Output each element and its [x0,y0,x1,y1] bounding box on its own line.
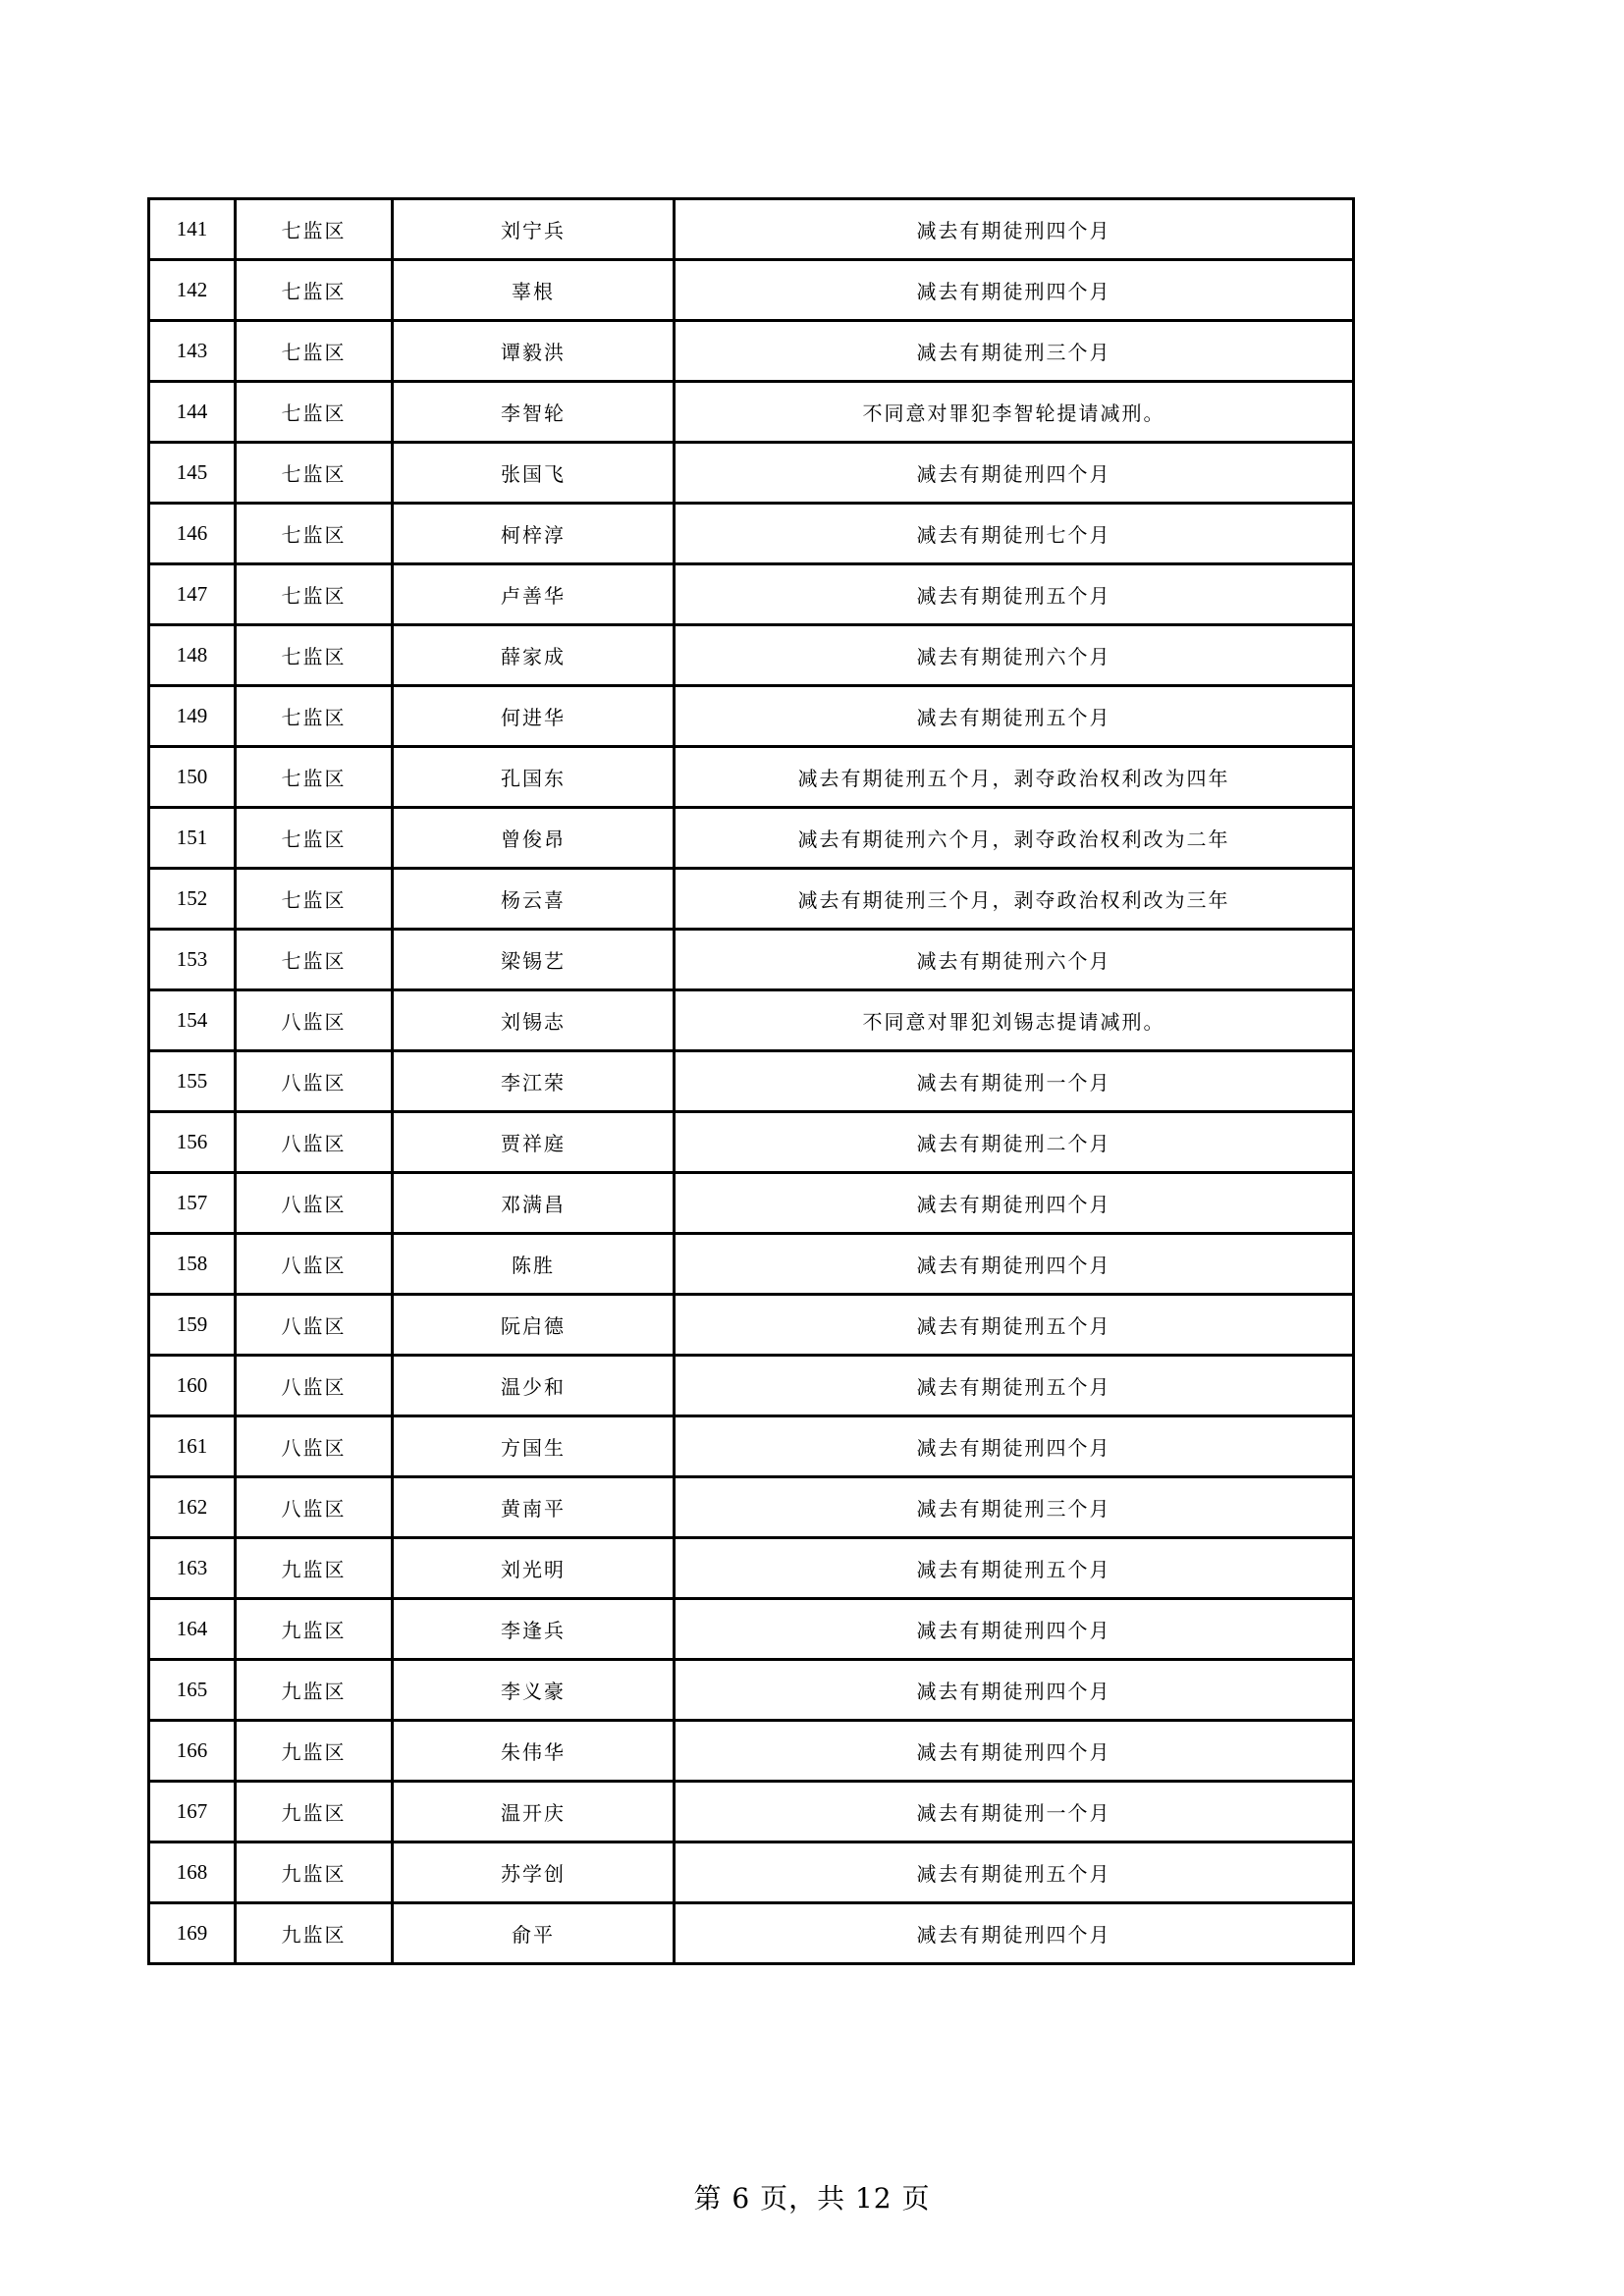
row-number-cell: 160 [149,1356,236,1416]
inmate-name-cell: 李江荣 [393,1051,675,1112]
prison-district-cell: 八监区 [236,1295,393,1356]
ruling-result-cell: 减去有期徒刑六个月 [675,625,1354,686]
inmate-name-cell: 孔国东 [393,747,675,808]
row-number-cell: 161 [149,1416,236,1477]
prison-district-cell: 八监区 [236,1112,393,1173]
table-body [149,199,1354,1964]
row-number-cell: 146 [149,504,236,564]
prison-district-cell: 九监区 [236,1538,393,1599]
table-row [149,869,1354,930]
table-row [149,1599,1354,1660]
table-row [149,1660,1354,1721]
table-row [149,564,1354,625]
ruling-result-cell: 不同意对罪犯刘锡志提请减刑。 [675,990,1354,1051]
ruling-result-cell: 减去有期徒刑七个月 [675,504,1354,564]
table-row [149,260,1354,321]
inmate-name-cell: 邓满昌 [393,1173,675,1234]
ruling-result-cell: 减去有期徒刑五个月 [675,686,1354,747]
ruling-result-cell: 减去有期徒刑四个月 [675,260,1354,321]
inmate-name-cell: 阮启德 [393,1295,675,1356]
inmate-name-cell: 何进华 [393,686,675,747]
prison-district-cell: 七监区 [236,808,393,869]
table-row [149,1538,1354,1599]
row-number-cell: 165 [149,1660,236,1721]
inmate-name-cell: 李义豪 [393,1660,675,1721]
page-number-footer: 第 6 页，共 12 页 [693,2182,931,2215]
ruling-result-cell: 减去有期徒刑六个月 [675,930,1354,990]
inmate-name-cell: 卢善华 [393,564,675,625]
prison-district-cell: 八监区 [236,990,393,1051]
row-number-cell: 159 [149,1295,236,1356]
prison-district-cell: 七监区 [236,869,393,930]
inmate-name-cell: 俞平 [393,1903,675,1964]
table-row [149,1477,1354,1538]
ruling-result-cell: 减去有期徒刑五个月 [675,1295,1354,1356]
table-row [149,1295,1354,1356]
inmate-name-cell: 刘宁兵 [393,199,675,260]
inmate-name-cell: 李逢兵 [393,1599,675,1660]
prison-district-cell: 八监区 [236,1416,393,1477]
ruling-result-cell: 减去有期徒刑五个月，剥夺政治权利改为四年 [675,747,1354,808]
inmate-name-cell: 张国飞 [393,443,675,504]
row-number-cell: 168 [149,1842,236,1903]
table-row [149,504,1354,564]
table-row [149,1173,1354,1234]
prison-district-cell: 八监区 [236,1356,393,1416]
row-number-cell: 162 [149,1477,236,1538]
inmate-name-cell: 苏学创 [393,1842,675,1903]
table-row [149,1112,1354,1173]
inmate-name-cell: 梁锡艺 [393,930,675,990]
table-row [149,321,1354,382]
prison-district-cell: 七监区 [236,443,393,504]
inmate-name-cell: 曾俊昂 [393,808,675,869]
prison-district-cell: 九监区 [236,1903,393,1964]
prison-district-cell: 七监区 [236,504,393,564]
ruling-result-cell: 不同意对罪犯李智轮提请减刑。 [675,382,1354,443]
row-number-cell: 167 [149,1782,236,1842]
row-number-cell: 149 [149,686,236,747]
row-number-cell: 157 [149,1173,236,1234]
table-row [149,930,1354,990]
inmate-name-cell: 李智轮 [393,382,675,443]
row-number-cell: 152 [149,869,236,930]
table-row [149,1416,1354,1477]
table-row [149,443,1354,504]
prison-district-cell: 七监区 [236,382,393,443]
ruling-result-cell: 减去有期徒刑三个月 [675,1477,1354,1538]
row-number-cell: 164 [149,1599,236,1660]
ruling-result-cell: 减去有期徒刑三个月，剥夺政治权利改为三年 [675,869,1354,930]
ruling-result-cell: 减去有期徒刑四个月 [675,443,1354,504]
ruling-result-cell: 减去有期徒刑四个月 [675,199,1354,260]
ruling-result-cell: 减去有期徒刑四个月 [675,1416,1354,1477]
ruling-result-cell: 减去有期徒刑二个月 [675,1112,1354,1173]
inmate-name-cell: 杨云喜 [393,869,675,930]
sentence-reduction-table [147,197,1355,1965]
row-number-cell: 142 [149,260,236,321]
table-row [149,1903,1354,1964]
row-number-cell: 147 [149,564,236,625]
prison-district-cell: 七监区 [236,930,393,990]
prison-district-cell: 七监区 [236,686,393,747]
table-row [149,1782,1354,1842]
row-number-cell: 169 [149,1903,236,1964]
inmate-name-cell: 朱伟华 [393,1721,675,1782]
prison-district-cell: 七监区 [236,199,393,260]
prison-district-cell: 九监区 [236,1782,393,1842]
row-number-cell: 145 [149,443,236,504]
ruling-result-cell: 减去有期徒刑四个月 [675,1721,1354,1782]
prison-district-cell: 七监区 [236,321,393,382]
prison-district-cell: 九监区 [236,1842,393,1903]
sentence-reduction-table-container [147,197,1355,1965]
prison-district-cell: 八监区 [236,1173,393,1234]
table-row [149,625,1354,686]
table-row [149,1721,1354,1782]
ruling-result-cell: 减去有期徒刑五个月 [675,1538,1354,1599]
ruling-result-cell: 减去有期徒刑四个月 [675,1173,1354,1234]
ruling-result-cell: 减去有期徒刑三个月 [675,321,1354,382]
ruling-result-cell: 减去有期徒刑四个月 [675,1599,1354,1660]
prison-district-cell: 七监区 [236,564,393,625]
prison-district-cell: 七监区 [236,260,393,321]
row-number-cell: 144 [149,382,236,443]
table-row [149,1356,1354,1416]
row-number-cell: 151 [149,808,236,869]
row-number-cell: 166 [149,1721,236,1782]
row-number-cell: 153 [149,930,236,990]
ruling-result-cell: 减去有期徒刑四个月 [675,1903,1354,1964]
ruling-result-cell: 减去有期徒刑一个月 [675,1782,1354,1842]
prison-district-cell: 七监区 [236,625,393,686]
row-number-cell: 163 [149,1538,236,1599]
row-number-cell: 156 [149,1112,236,1173]
prison-district-cell: 八监区 [236,1234,393,1295]
ruling-result-cell: 减去有期徒刑五个月 [675,1356,1354,1416]
ruling-result-cell: 减去有期徒刑四个月 [675,1234,1354,1295]
prison-district-cell: 九监区 [236,1660,393,1721]
table-row [149,1234,1354,1295]
table-row [149,686,1354,747]
row-number-cell: 155 [149,1051,236,1112]
table-row [149,382,1354,443]
ruling-result-cell: 减去有期徒刑五个月 [675,564,1354,625]
ruling-result-cell: 减去有期徒刑一个月 [675,1051,1354,1112]
row-number-cell: 154 [149,990,236,1051]
inmate-name-cell: 温少和 [393,1356,675,1416]
ruling-result-cell: 减去有期徒刑五个月 [675,1842,1354,1903]
ruling-result-cell: 减去有期徒刑四个月 [675,1660,1354,1721]
row-number-cell: 148 [149,625,236,686]
table-row [149,990,1354,1051]
inmate-name-cell: 黄南平 [393,1477,675,1538]
prison-district-cell: 八监区 [236,1477,393,1538]
inmate-name-cell: 薛家成 [393,625,675,686]
inmate-name-cell: 贾祥庭 [393,1112,675,1173]
row-number-cell: 150 [149,747,236,808]
inmate-name-cell: 温开庆 [393,1782,675,1842]
ruling-result-cell: 减去有期徒刑六个月，剥夺政治权利改为二年 [675,808,1354,869]
inmate-name-cell: 刘光明 [393,1538,675,1599]
table-row [149,747,1354,808]
inmate-name-cell: 辜根 [393,260,675,321]
inmate-name-cell: 陈胜 [393,1234,675,1295]
row-number-cell: 141 [149,199,236,260]
table-row [149,1842,1354,1903]
inmate-name-cell: 柯梓淳 [393,504,675,564]
inmate-name-cell: 方国生 [393,1416,675,1477]
prison-district-cell: 七监区 [236,747,393,808]
table-row [149,808,1354,869]
inmate-name-cell: 谭毅洪 [393,321,675,382]
prison-district-cell: 八监区 [236,1051,393,1112]
row-number-cell: 143 [149,321,236,382]
inmate-name-cell: 刘锡志 [393,990,675,1051]
table-row [149,199,1354,260]
row-number-cell: 158 [149,1234,236,1295]
prison-district-cell: 九监区 [236,1721,393,1782]
table-row [149,1051,1354,1112]
prison-district-cell: 九监区 [236,1599,393,1660]
